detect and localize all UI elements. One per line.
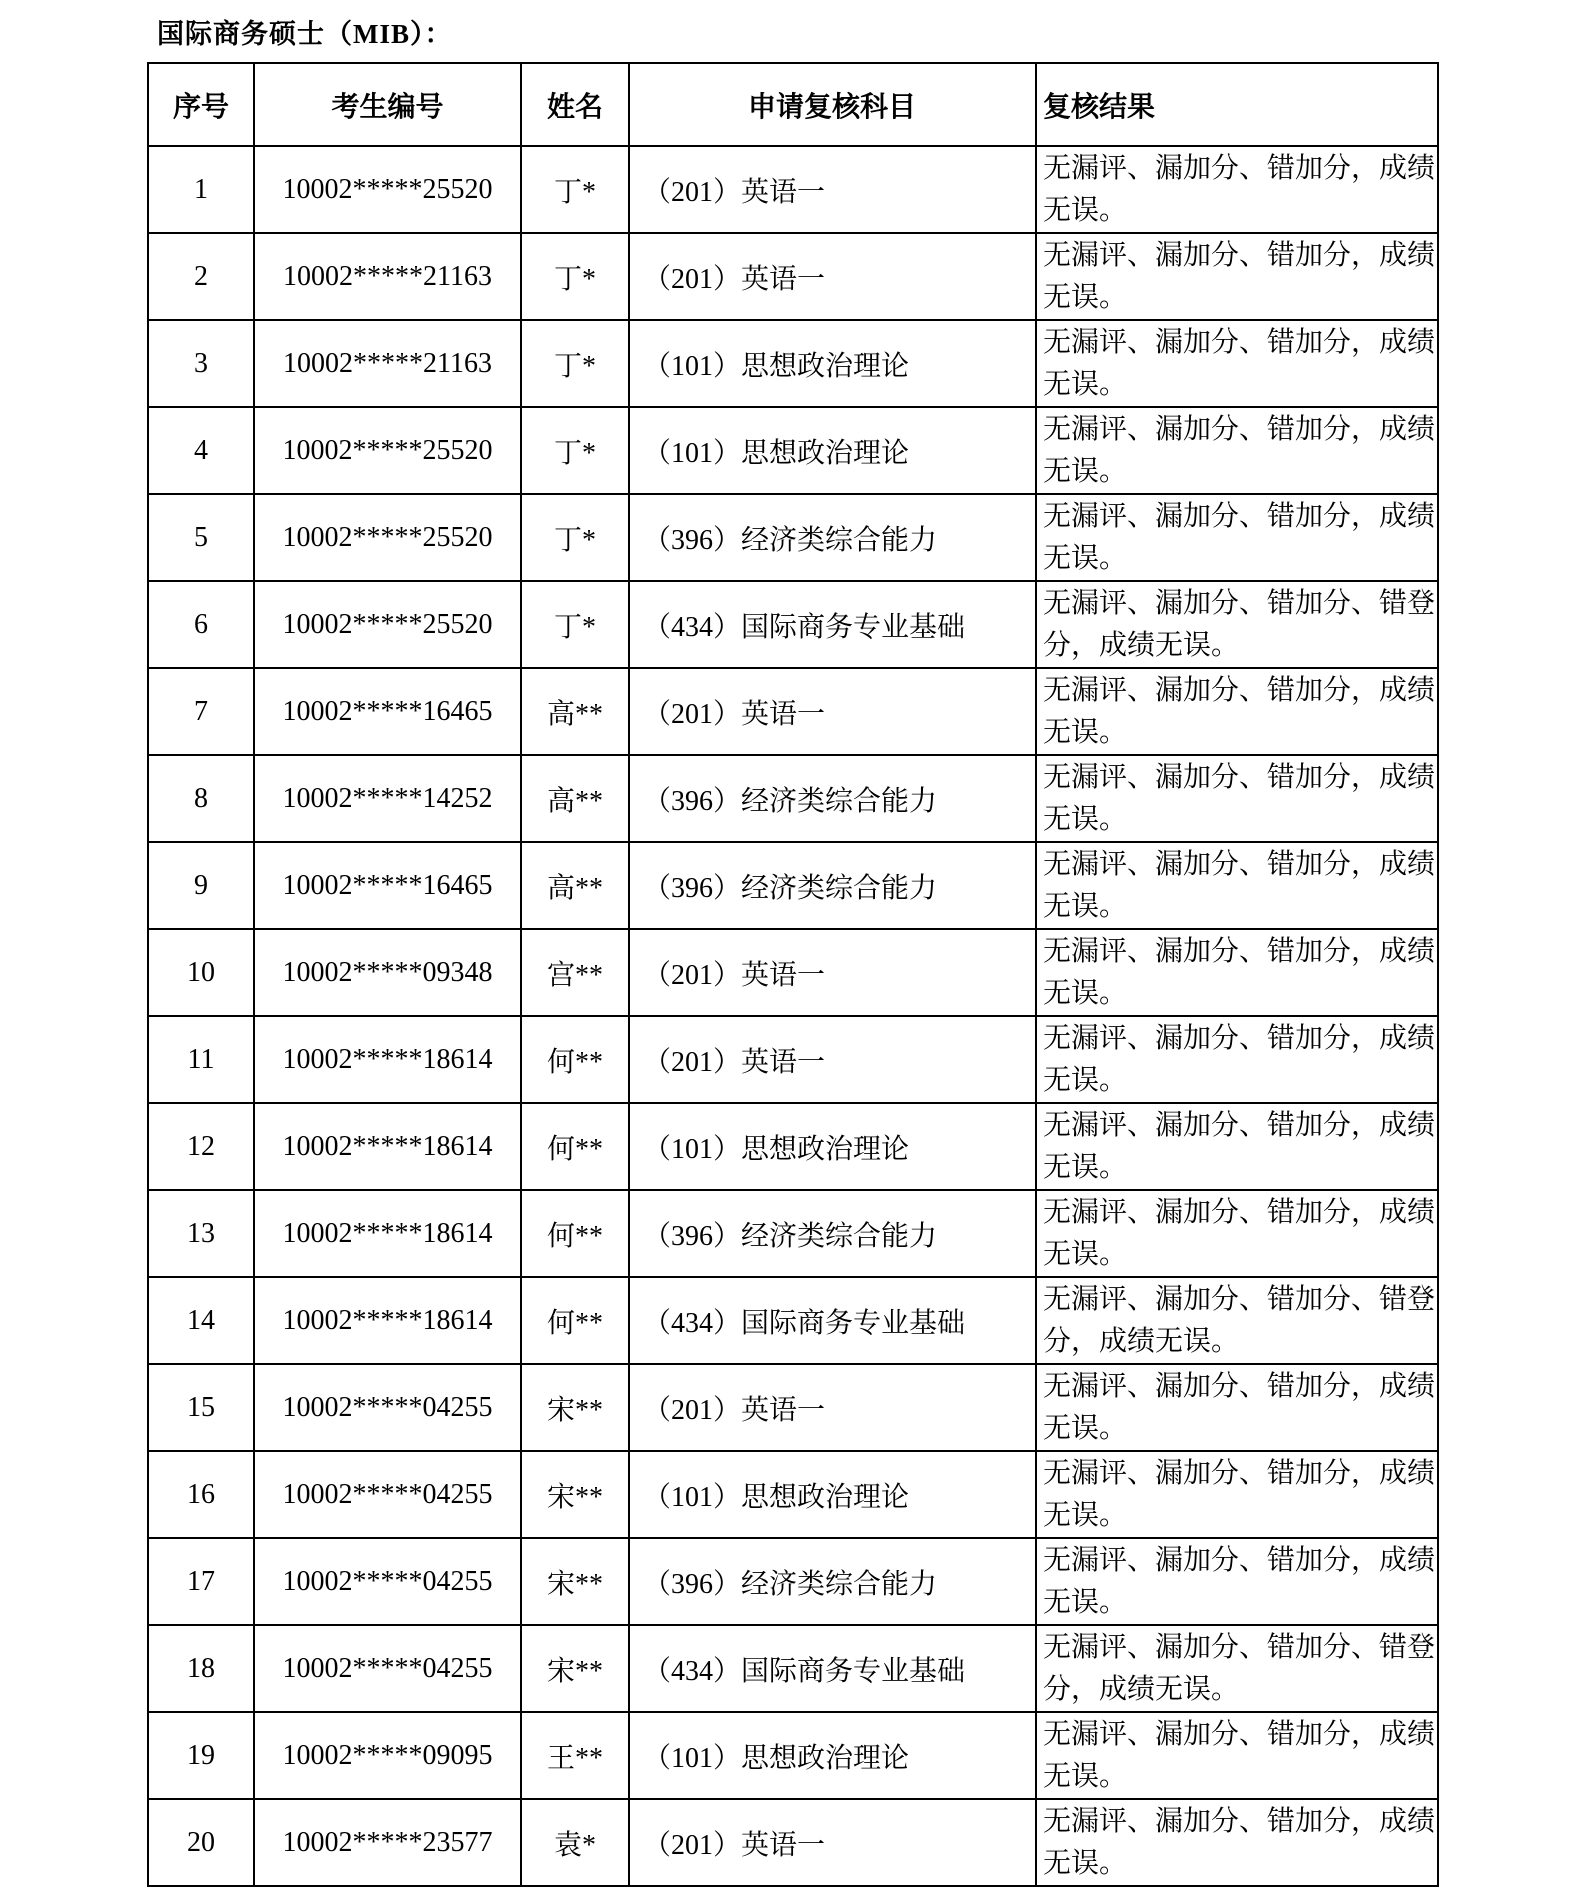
cell-candidate-name: 何** bbox=[521, 1016, 629, 1103]
cell-review-subject: （101）思想政治理论 bbox=[629, 1451, 1036, 1538]
cell-candidate-id: 10002*****25520 bbox=[254, 407, 521, 494]
cell-serial-number: 5 bbox=[148, 494, 254, 581]
cell-review-result: 无漏评、漏加分、错加分，成绩无误。 bbox=[1036, 1103, 1438, 1190]
cell-serial-number: 11 bbox=[148, 1016, 254, 1103]
cell-review-subject: （396）经济类综合能力 bbox=[629, 842, 1036, 929]
cell-candidate-name: 丁* bbox=[521, 407, 629, 494]
table-row bbox=[148, 233, 1438, 320]
cell-review-result: 无漏评、漏加分、错加分，成绩无误。 bbox=[1036, 1451, 1438, 1538]
table-row bbox=[148, 1016, 1438, 1103]
cell-review-subject: （396）经济类综合能力 bbox=[629, 494, 1036, 581]
cell-review-result: 无漏评、漏加分、错加分，成绩无误。 bbox=[1036, 668, 1438, 755]
header-serial-number: 序号 bbox=[148, 63, 254, 146]
cell-candidate-name: 何** bbox=[521, 1103, 629, 1190]
cell-candidate-name: 丁* bbox=[521, 233, 629, 320]
cell-candidate-id: 10002*****18614 bbox=[254, 1016, 521, 1103]
table-row bbox=[148, 494, 1438, 581]
table-row bbox=[148, 581, 1438, 668]
cell-candidate-name: 宫** bbox=[521, 929, 629, 1016]
cell-review-result: 无漏评、漏加分、错加分，成绩无误。 bbox=[1036, 146, 1438, 233]
cell-serial-number: 15 bbox=[148, 1364, 254, 1451]
cell-candidate-name: 丁* bbox=[521, 146, 629, 233]
score-review-results-table bbox=[147, 62, 1439, 1887]
cell-candidate-id: 10002*****18614 bbox=[254, 1277, 521, 1364]
cell-candidate-id: 10002*****21163 bbox=[254, 233, 521, 320]
cell-serial-number: 14 bbox=[148, 1277, 254, 1364]
header-review-result: 复核结果 bbox=[1036, 63, 1438, 146]
cell-review-result: 无漏评、漏加分、错加分，成绩无误。 bbox=[1036, 929, 1438, 1016]
cell-candidate-id: 10002*****04255 bbox=[254, 1451, 521, 1538]
cell-review-subject: （434）国际商务专业基础 bbox=[629, 1625, 1036, 1712]
table-row bbox=[148, 929, 1438, 1016]
cell-review-subject: （101）思想政治理论 bbox=[629, 320, 1036, 407]
cell-review-result: 无漏评、漏加分、错加分，成绩无误。 bbox=[1036, 1190, 1438, 1277]
cell-candidate-name: 高** bbox=[521, 668, 629, 755]
cell-review-result: 无漏评、漏加分、错加分，成绩无误。 bbox=[1036, 320, 1438, 407]
cell-candidate-id: 10002*****18614 bbox=[254, 1103, 521, 1190]
cell-review-result: 无漏评、漏加分、错加分，成绩无误。 bbox=[1036, 1799, 1438, 1886]
cell-candidate-id: 10002*****25520 bbox=[254, 146, 521, 233]
cell-candidate-name: 宋** bbox=[521, 1364, 629, 1451]
cell-candidate-name: 宋** bbox=[521, 1451, 629, 1538]
cell-candidate-name: 宋** bbox=[521, 1625, 629, 1712]
table-body bbox=[148, 146, 1438, 1886]
cell-serial-number: 18 bbox=[148, 1625, 254, 1712]
header-review-subject: 申请复核科目 bbox=[629, 63, 1036, 146]
cell-review-subject: （101）思想政治理论 bbox=[629, 407, 1036, 494]
cell-candidate-id: 10002*****04255 bbox=[254, 1364, 521, 1451]
table-row bbox=[148, 407, 1438, 494]
cell-review-result: 无漏评、漏加分、错加分，成绩无误。 bbox=[1036, 407, 1438, 494]
table-row bbox=[148, 842, 1438, 929]
cell-candidate-name: 何** bbox=[521, 1190, 629, 1277]
header-candidate-id: 考生编号 bbox=[254, 63, 521, 146]
cell-candidate-id: 10002*****04255 bbox=[254, 1625, 521, 1712]
cell-serial-number: 2 bbox=[148, 233, 254, 320]
cell-review-result: 无漏评、漏加分、错加分，成绩无误。 bbox=[1036, 233, 1438, 320]
cell-serial-number: 1 bbox=[148, 146, 254, 233]
cell-candidate-name: 袁* bbox=[521, 1799, 629, 1886]
cell-review-subject: （201）英语一 bbox=[629, 233, 1036, 320]
table-row bbox=[148, 1364, 1438, 1451]
cell-review-result: 无漏评、漏加分、错加分，成绩无误。 bbox=[1036, 755, 1438, 842]
cell-review-result: 无漏评、漏加分、错加分，成绩无误。 bbox=[1036, 494, 1438, 581]
cell-candidate-name: 高** bbox=[521, 842, 629, 929]
cell-review-subject: （201）英语一 bbox=[629, 1364, 1036, 1451]
table-row bbox=[148, 1451, 1438, 1538]
cell-review-result: 无漏评、漏加分、错加分，成绩无误。 bbox=[1036, 842, 1438, 929]
cell-review-result: 无漏评、漏加分、错加分，成绩无误。 bbox=[1036, 1712, 1438, 1799]
cell-candidate-name: 宋** bbox=[521, 1538, 629, 1625]
table-row bbox=[148, 146, 1438, 233]
cell-candidate-id: 10002*****25520 bbox=[254, 494, 521, 581]
cell-review-subject: （396）经济类综合能力 bbox=[629, 1538, 1036, 1625]
cell-review-result: 无漏评、漏加分、错加分、错登分，成绩无误。 bbox=[1036, 1277, 1438, 1364]
cell-candidate-name: 高** bbox=[521, 755, 629, 842]
cell-serial-number: 6 bbox=[148, 581, 254, 668]
table-row bbox=[148, 320, 1438, 407]
table-row bbox=[148, 1712, 1438, 1799]
cell-review-subject: （101）思想政治理论 bbox=[629, 1103, 1036, 1190]
cell-serial-number: 13 bbox=[148, 1190, 254, 1277]
cell-candidate-name: 王** bbox=[521, 1712, 629, 1799]
cell-review-result: 无漏评、漏加分、错加分、错登分，成绩无误。 bbox=[1036, 1625, 1438, 1712]
cell-review-subject: （201）英语一 bbox=[629, 146, 1036, 233]
cell-candidate-id: 10002*****04255 bbox=[254, 1538, 521, 1625]
table-row bbox=[148, 1625, 1438, 1712]
cell-review-subject: （396）经济类综合能力 bbox=[629, 755, 1036, 842]
cell-serial-number: 19 bbox=[148, 1712, 254, 1799]
page-title: 国际商务硕士（MIB）： bbox=[157, 19, 453, 49]
cell-candidate-id: 10002*****23577 bbox=[254, 1799, 521, 1886]
cell-candidate-name: 丁* bbox=[521, 581, 629, 668]
cell-serial-number: 16 bbox=[148, 1451, 254, 1538]
table-row bbox=[148, 668, 1438, 755]
cell-review-result: 无漏评、漏加分、错加分，成绩无误。 bbox=[1036, 1538, 1438, 1625]
table-row bbox=[148, 1190, 1438, 1277]
cell-serial-number: 12 bbox=[148, 1103, 254, 1190]
cell-candidate-id: 10002*****09348 bbox=[254, 929, 521, 1016]
cell-review-subject: （434）国际商务专业基础 bbox=[629, 581, 1036, 668]
table-row bbox=[148, 1799, 1438, 1886]
cell-review-subject: （434）国际商务专业基础 bbox=[629, 1277, 1036, 1364]
cell-review-subject: （201）英语一 bbox=[629, 668, 1036, 755]
cell-review-result: 无漏评、漏加分、错加分，成绩无误。 bbox=[1036, 1364, 1438, 1451]
cell-candidate-name: 丁* bbox=[521, 320, 629, 407]
cell-serial-number: 3 bbox=[148, 320, 254, 407]
cell-candidate-id: 10002*****16465 bbox=[254, 668, 521, 755]
table-header-row bbox=[148, 63, 1438, 146]
cell-candidate-id: 10002*****18614 bbox=[254, 1190, 521, 1277]
cell-review-result: 无漏评、漏加分、错加分、错登分，成绩无误。 bbox=[1036, 581, 1438, 668]
cell-candidate-name: 何** bbox=[521, 1277, 629, 1364]
cell-serial-number: 20 bbox=[148, 1799, 254, 1886]
table-row bbox=[148, 1277, 1438, 1364]
cell-serial-number: 8 bbox=[148, 755, 254, 842]
table-row bbox=[148, 1538, 1438, 1625]
cell-candidate-id: 10002*****14252 bbox=[254, 755, 521, 842]
cell-serial-number: 10 bbox=[148, 929, 254, 1016]
cell-review-subject: （201）英语一 bbox=[629, 1799, 1036, 1886]
cell-serial-number: 9 bbox=[148, 842, 254, 929]
cell-candidate-id: 10002*****25520 bbox=[254, 581, 521, 668]
cell-serial-number: 17 bbox=[148, 1538, 254, 1625]
cell-candidate-id: 10002*****16465 bbox=[254, 842, 521, 929]
cell-serial-number: 4 bbox=[148, 407, 254, 494]
cell-serial-number: 7 bbox=[148, 668, 254, 755]
table-row bbox=[148, 1103, 1438, 1190]
cell-review-subject: （201）英语一 bbox=[629, 929, 1036, 1016]
cell-candidate-name: 丁* bbox=[521, 494, 629, 581]
cell-review-subject: （396）经济类综合能力 bbox=[629, 1190, 1036, 1277]
header-name: 姓名 bbox=[521, 63, 629, 146]
cell-review-result: 无漏评、漏加分、错加分，成绩无误。 bbox=[1036, 1016, 1438, 1103]
cell-candidate-id: 10002*****21163 bbox=[254, 320, 521, 407]
cell-candidate-id: 10002*****09095 bbox=[254, 1712, 521, 1799]
table-row bbox=[148, 755, 1438, 842]
cell-review-subject: （101）思想政治理论 bbox=[629, 1712, 1036, 1799]
cell-review-subject: （201）英语一 bbox=[629, 1016, 1036, 1103]
